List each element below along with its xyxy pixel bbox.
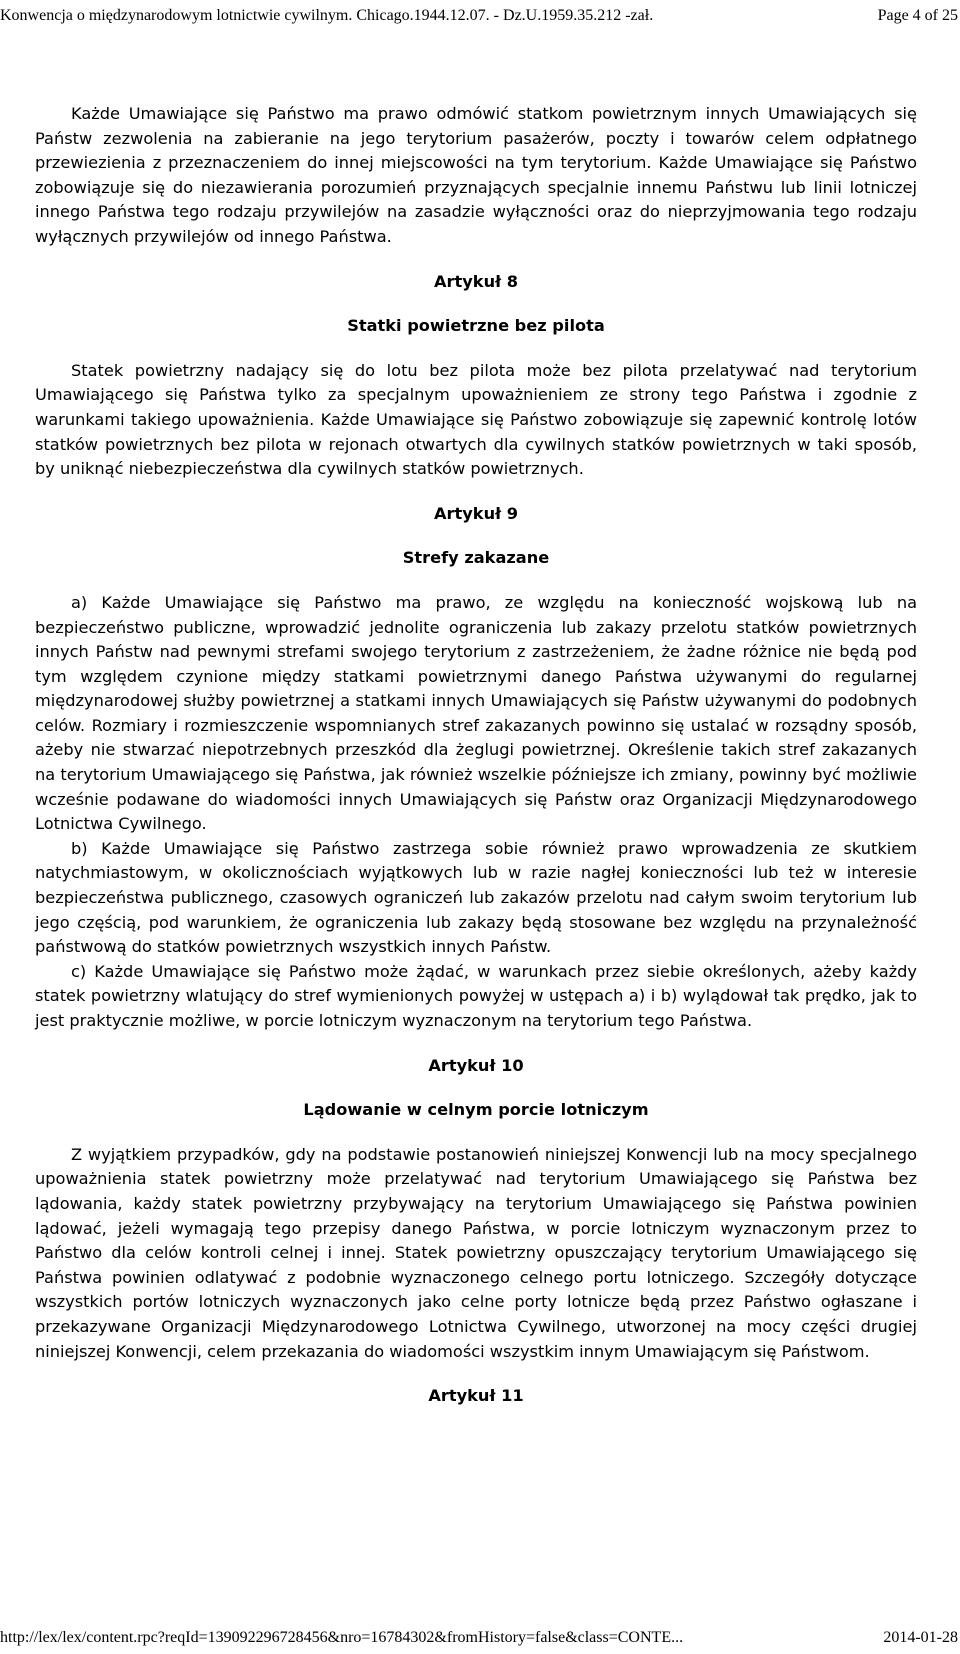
article-9-paragraph-c: c) Każde Umawiające się Państwo może żądać, w warunkach przez siebie określonych, ażeby każdy statek powietrzny wlatujący do stref wymienionych powyżej w ustępach a) i b) wylądował tak prędko, jak to jest praktycznie możliwe, w porcie lotniczym wyznaczonym na terytorium tego Państwa. (35, 961, 917, 1030)
document-title: Konwencja o międzynarodowym lotnictwie cywilnym. Chicago.1944.12.07. - Dz.U.1959.35.212 -zał. (0, 7, 654, 24)
article-9-paragraph-b: b) Każde Umawiające się Państwo zastrzega sobie również prawo wprowadzenia ze skutkiem natychmiastowym, w okolicznościach wyjątkowych lub w razie nagłej konieczności lub też w interesie bezpieczeństwa publicznego, czasowych ograniczeń lub zakazów przelotu nad całym swoim terytorium lub jego częścią, pod warunkiem, że ograniczenia lub zakazy będą stosowane bez względu na przynależność państwową do statków powietrznych wszystkich innych Państw. (35, 838, 917, 957)
document-body (35, 102, 917, 1409)
article-10-paragraph: Z wyjątkiem przypadków, gdy na podstawie postanowień niniejszej Konwencji lub na mocy specjalnego upoważnienia statek powietrzny może przelatywać nad terytorium Umawiającego się Państwa bez lądowania, każdy statek powietrzny przybywający na terytorium Umawiającego się Państwa powinien lądować, jeżeli wymagają tego przepisy danego Państwa, w porcie lotniczym wyznaczonym przez to Państwo dla celów kontroli celnej i innej. Statek powietrzny opuszczający terytorium Umawiającego się Państwa powinien odlatywać z podobnie wyznaczonego celnego portu lotniczego. Szczegóły dotyczące wszystkich portów lotniczych wyznaczonych jako celne porty lotnicze będą przez Państwo ogłaszane i przekazywane Organizacji Międzynarodowego Lotnictwa Cywilnego, utworzonej na mocy części drugiej niniejszej Konwencji, celem przekazania do wiadomości wszystkim innym Umawiającym się Państwom. (35, 1144, 917, 1361)
article-8-heading: Artykuł 8 (434, 271, 518, 291)
article-9-title: Strefy zakazane (402, 548, 550, 568)
source-url: http://lex/lex/content.rpc?reqId=139092296728456&nro=16784302&fromHistory=false&class=CONTE... (0, 1629, 684, 1646)
article-8-paragraph: Statek powietrzny nadający się do lotu bez pilota może bez pilota przelatywać nad terytorium Umawiającego się Państwa tylko za specjalnym upoważnieniem ze strony tego Państwa i zgodnie z warunkami takiego upoważnienia. Każde Umawiające się Państwo zobowiązuje się zapewnić kontrolę lotów statków powietrznych bez pilota w rejonach otwartych dla cywilnych statków powietrznych w taki sposób, by uniknąć niebezpieczeństwa dla cywilnych statków powietrznych. (35, 360, 917, 479)
article-9-heading: Artykuł 9 (434, 503, 518, 523)
article-10-title: Lądowanie w celnym porcie lotniczym (303, 1100, 649, 1120)
article-9-paragraph-a: a) Każde Umawiające się Państwo ma prawo, ze względu na konieczność wojskową lub na bezpieczeństwo publiczne, wprowadzić jednolite ograniczenia lub zakazy przelotu statków powietrznych innych Państw nad pewnymi strefami swojego terytorium z zastrzeżeniem, że żadne różnice nie będą pod tym względem czynione między statkami powietrznymi danego Państwa używanymi do regularnej międzynarodowej służby powietrznej a statkami innych Umawiających się Państw używanymi do podobnych celów. Rozmiary i rozmieszczenie wspomnianych stref zakazanych powinno się ustalać w rozsądny sposób, ażeby nie stwarzać niepotrzebnych przeszkód dla żeglugi powietrznej. Określenie takich stref zakazanych na terytorium Umawiającego się Państwa, jak również wszelkie późniejsze ich zmiany, powinny być możliwie wcześnie podawane do wiadomości innych Umawiających się Państw oraz Organizacji Międzynarodowego Lotnictwa Cywilnego. (35, 592, 917, 834)
page-number: Page 4 of 25 (877, 7, 958, 24)
article-10-heading: Artykuł 10 (428, 1055, 524, 1075)
article-8-title: Statki powietrzne bez pilota (347, 316, 605, 336)
article-11-heading: Artykuł 11 (428, 1386, 524, 1406)
paragraph-intro: Każde Umawiające się Państwo ma prawo odmówić statkom powietrznym innych Umawiających się Państw zezwolenia na zabieranie na jego terytorium pasażerów, poczty i towarów celem odpłatnego przewiezienia z przeznaczeniem do innej miejscowości na tym terytorium. Każde Umawiające się Państwo zobowiązuje się do niezawierania porozumień przyznających specjalnie innemu Państwu lub linii lotniczej innego Państwa tego rodzaju przywilejów na zasadzie wyłączności oraz do nieprzyjmowania tego rodzaju wyłącznych przywilejów od innego Państwa. (35, 104, 917, 246)
print-date: 2014-01-28 (883, 1629, 958, 1646)
